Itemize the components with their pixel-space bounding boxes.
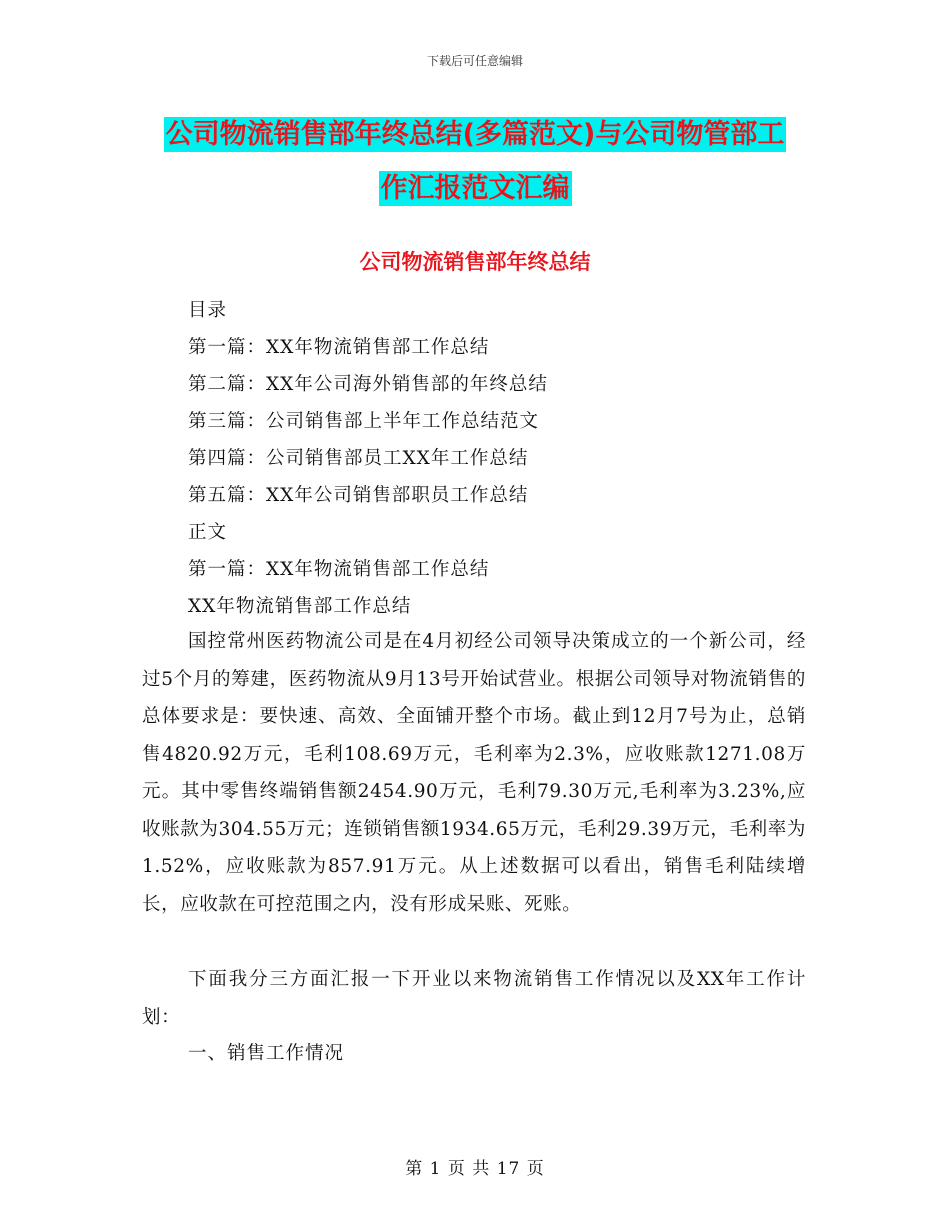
toc-item: 第三篇：公司销售部上半年工作总结范文 (188, 411, 540, 432)
page-header-note: 下载后可任意编辑 (426, 54, 523, 68)
body-paragraph-2: 下面我分三方面汇报一下开业以来物流销售工作情况以及XX年工作计划： (142, 969, 806, 1028)
toc-item: 第四篇：公司销售部员工XX年工作总结 (188, 448, 529, 469)
body-label: 正文 (188, 522, 228, 543)
table-of-contents (188, 292, 828, 625)
toc-heading: 目录 (188, 300, 228, 321)
chapter-heading: 第一篇：XX年物流销售部工作总结 (188, 559, 490, 580)
chapter-subtitle: XX年物流销售部工作总结 (188, 596, 412, 617)
toc-item: 第二篇：XX年公司海外销售部的年终总结 (188, 374, 548, 395)
toc-item: 第五篇：XX年公司销售部职员工作总结 (188, 485, 529, 506)
document-title-line2: 作汇报范文汇编 (380, 173, 570, 204)
document-title-line1: 公司物流销售部年终总结(多篇范文)与公司物管部工 (165, 119, 785, 150)
document-title (0, 108, 950, 216)
page-footer: 第 1 页 共 17 页 (405, 1159, 545, 1179)
body-paragraph-1: 国控常州医药物流公司是在4月初经公司领导决策成立的一个新公司，经过5个月的筹建，医药物流从9月13号开始试营业。根据公司领导对物流销售的总体要求是：要快速、高效、全面铺开整个市场。截止到12月7号为止，总销售4820.92万元，毛利108.69万元，毛利率为2.3%，应收账款1271.08万元。其中零售终端销售额2454.90万元，毛利79.30万元,毛利率为3.23%,应收账款为304.55万元；连锁销售额1934.65万元，毛利29.39万元，毛利率为1.52%，应收账款为857.91万元。从上述数据可以看出，销售毛利陆续增长，应收款在可控范围之内，没有形成呆账、死账。 (142, 631, 806, 915)
toc-item: 第一篇：XX年物流销售部工作总结 (188, 337, 490, 358)
section-title: 公司物流销售部年终总结 (359, 250, 591, 274)
subheading-sales-work: 一、销售工作情况 (188, 1043, 345, 1064)
